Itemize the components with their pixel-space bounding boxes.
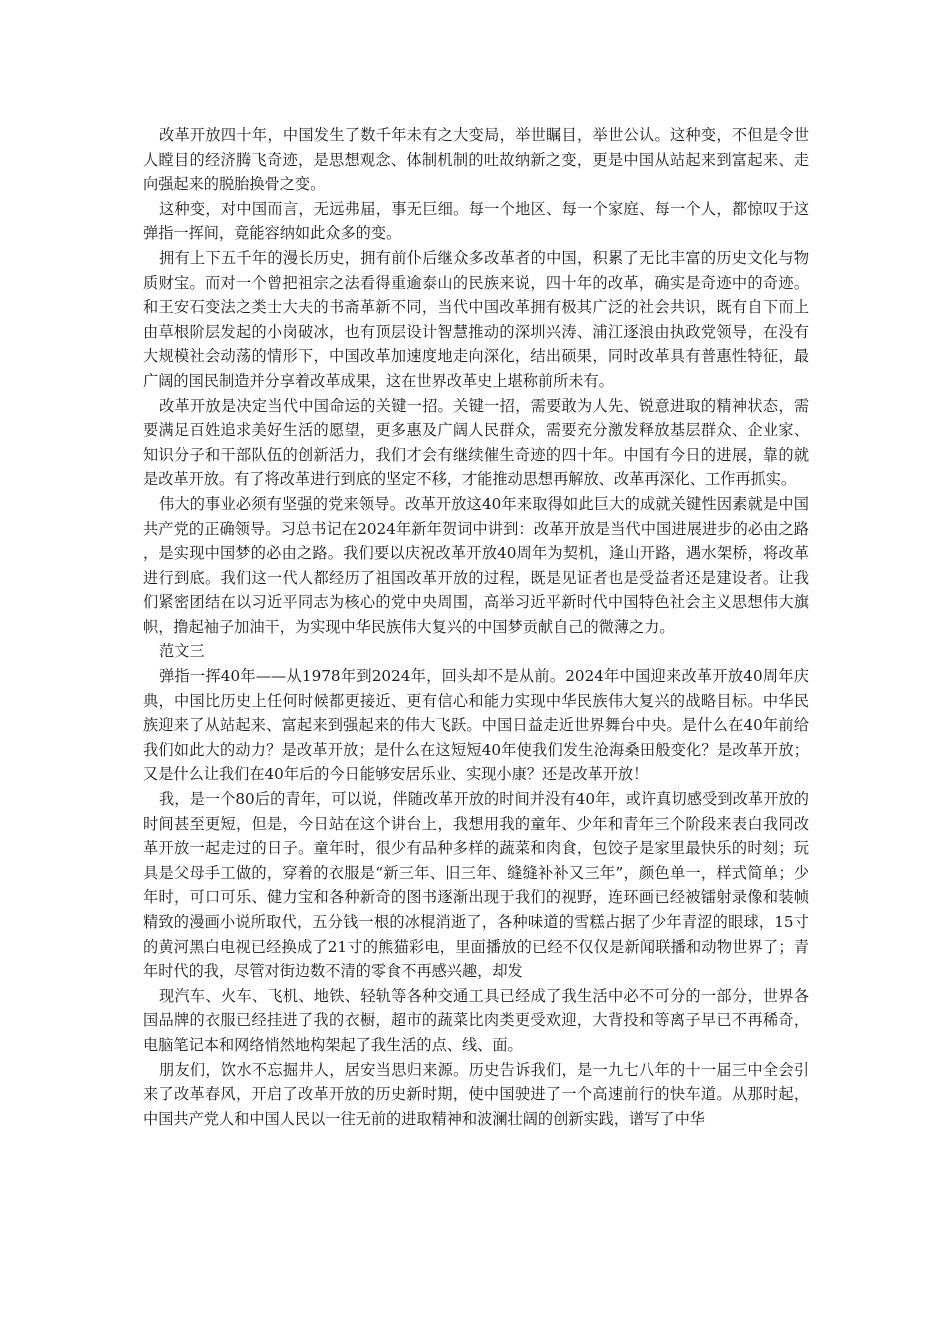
paragraph: 伟大的事业必须有坚强的党来领导。改革开放这40年来取得如此巨大的成就关键性因素就是中国共产党的正确领导。习总书记在2024年新年贺词中讲到：改革开放是当代中国进展进步的必由之路，是实现中国梦的必由之路。我们要以庆祝改革开放40周年为契机，逢山开路，遇水架桥，将改革进行到底。我们这一代人都经历了祖国改革开放的过程，既是见证者也是受益者还是建设者。让我们紧密团结在以习近平同志为核心的党中央周围，高举习近平新时代中国特色社会主义思想伟大旗帜，撸起袖子加油干，为实现中华民族伟大复兴的中国梦贡献自己的微薄之力。 <box>143 494 809 636</box>
paragraph: 弹指一挥40年——从1978年到2024年，回头却不是从前。2024年中国迎来改革开放40周年庆典，中国比历史上任何时候都更接近、更有信心和能力实现中华民族伟大复兴的战略目标。中华民族迎来了从站起来、富起来到强起来的伟大飞跃。中国日益走近世界舞台中央。是什么在40年前给我们如此大的动力？是改革开放；是什么在这短短40年使我们发生沧海桑田般变化？是改革开放；又是什么让我们在40年后的今日能够安居乐业、实现小康？还是改革开放！ <box>143 667 809 784</box>
document-body <box>143 123 809 1131</box>
paragraph: 现汽车、火车、飞机、地铁、轻轨等各种交通工具已经成了我生活中必不可分的一部分，世界各国品牌的衣服已经挂进了我的衣橱，超市的蔬菜比肉类更受欢迎，大背投和等离子早已不再稀奇，电脑笔记本和网络悄然地构架起了我生活的点、线、面。 <box>143 986 809 1054</box>
paragraph: 朋友们，饮水不忘掘井人，居安当思归来源。历史告诉我们，是一九七八年的十一届三中全会引来了改革春风，开启了改革开放的历史新时期，使中国驶进了一个高速前行的快车道。从那时起，中国共产党人和中国人民以一往无前的进取精神和波澜壮阔的创新实践，谱写了中华 <box>143 1060 809 1128</box>
paragraph: 改革开放四十年，中国发生了数千年未有之大变局，举世瞩目，举世公认。这种变，不但是令世人瞠目的经济腾飞奇迹，是思想观念、体制机制的吐故纳新之变，更是中国从站起来到富起来、走向强起来的脱胎换骨之变。 <box>143 126 809 194</box>
paragraph: 我，是一个80后的青年，可以说，伴随改革开放的时间并没有40年，或许真切感受到改革开放的时间甚至更短，但是，今日站在这个讲台上，我想用我的童年、少年和青年三个阶段来表白我同改革开放一起走过的日子。童年时，很少有品种多样的蔬菜和肉食，包饺子是家里最快乐的时刻；玩具是父母手工做的，穿着的衣服是“新三年、旧三年、缝缝补补又三年”，颜色单一，样式简单；少年时，可口可乐、健力宝和各种新奇的图书逐渐出现于我们的视野，连环画已经被镭射录像和装帧精致的漫画小说所取代，五分钱一根的冰棍消逝了，各种味道的雪糕占据了少年青涩的眼球，15寸的黄河黑白电视已经换成了21寸的熊猫彩电，里面播放的已经不仅仅是新闻联播和动物世界了；青年时代的我，尽管对街边数不清的零食不再感兴趣，却发 <box>143 790 809 981</box>
paragraph: 改革开放是决定当代中国命运的关键一招。关键一招，需要敢为人先、锐意进取的精神状态，需要满足百姓追求美好生活的愿望，更多惠及广阔人民群众，需要充分激发释放基层群众、企业家、知识分子和干部队伍的创新活力，我们才会有继续催生奇迹的四十年。中国有今日的进展，靠的就是改革开放。有了将改革进行到底的坚定不移，才能推动思想再解放、改革再深化、工作再抓实。 <box>143 396 809 489</box>
paragraph: 拥有上下五千年的漫长历史，拥有前仆后继众多改革者的中国，积累了无比丰富的历史文化与物质财宝。而对一个曾把祖宗之法看得重逾泰山的民族来说，四十年的改革，确实是奇迹中的奇迹。和王安石变法之类士大夫的书斋革新不同，当代中国改革拥有极其广泛的社会共识，既有自下而上由草根阶层发起的小岗破冰，也有顶层设计智慧推动的深圳兴涛、浦江逐浪由执政党领导，在没有大规模社会动荡的情形下，中国改革加速度地走向深化，结出硕果，同时改革具有普惠性特征，最广阔的国民制造并分享着改革成果，这在世界改革史上堪称前所未有。 <box>143 248 809 390</box>
section-heading: 范文三 <box>158 642 205 661</box>
paragraph: 这种变，对中国而言，无远弗届，事无巨细。每一个地区、每一个家庭、每一个人，都惊叹于这弹指一挥间，竟能容纳如此众多的变。 <box>143 199 809 243</box>
